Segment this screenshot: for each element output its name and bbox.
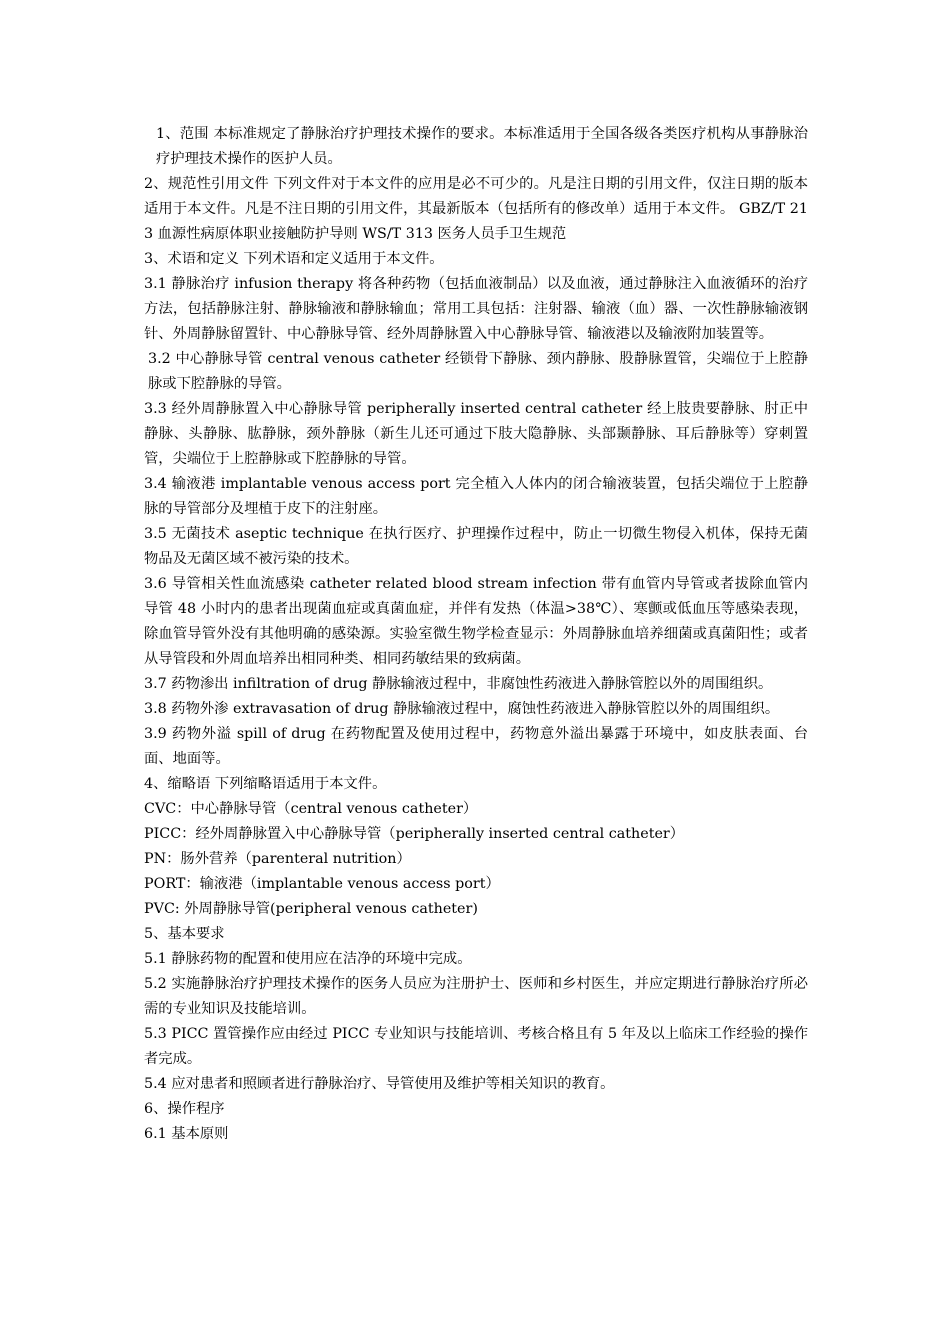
section-procedure-heading: 6、操作程序 [144,1101,225,1117]
term-3-7: 3.7 药物渗出 infiltration of drug 静脉输液过程中，非腐蚀性药液进入静脉管腔以外的周围组织。 [144,676,773,692]
procedure-6-1-heading: 6.1 基本原则 [144,1126,229,1142]
section-scope: 1、范围 本标准规定了静脉治疗护理技术操作的要求。本标准适用于全国各级各类医疗机构从事静脉治疗护理技术操作的医护人员。 [156,126,808,167]
section-terms-heading: 3、术语和定义 下列术语和定义适用于本文件。 [144,251,444,267]
abbr-pvc: PVC: 外周静脉导管(peripheral venous catheter) [144,901,478,917]
term-3-3: 3.3 经外周静脉置入中心静脉导管 peripherally inserted central catheter 经上肢贵要静脉、肘正中静脉、头静脉、肱静脉，颈外静脉（新生儿还可通过下肢大隐静脉、头部颞静脉、耳后静脉等）穿刺置管，尖端位于上腔静脉或下腔静脉的导管。 [144,401,808,467]
requirement-5-1: 5.1 静脉药物的配置和使用应在洁净的环境中完成。 [144,951,472,967]
term-3-5: 3.5 无菌技术 aseptic technique 在执行医疗、护理操作过程中，防止一切微生物侵入机体，保持无菌物品及无菌区域不被污染的技术。 [144,526,808,567]
document-body [144,122,808,1147]
term-3-1: 3.1 静脉治疗 infusion therapy 将各种药物（包括血液制品）以及血液，通过静脉注入血液循环的治疗方法，包括静脉注射、静脉输液和静脉输血；常用工具包括：注射器、输液（血）器、一次性静脉输液钢针、外周静脉留置针、中心静脉导管、经外周静脉置入中心静脉导管、输液港以及输液附加装置等。 [144,276,808,342]
term-3-2: 3.2 中心静脉导管 central venous catheter 经锁骨下静脉、颈内静脉、股静脉置管，尖端位于上腔静脉或下腔静脉的导管。 [148,351,808,392]
abbr-port: PORT：输液港（implantable venous access port） [144,876,500,892]
section-abbreviations-heading: 4、缩略语 下列缩略语适用于本文件。 [144,776,387,792]
requirement-5-4: 5.4 应对患者和照顾者进行静脉治疗、导管使用及维护等相关知识的教育。 [144,1076,615,1092]
term-3-4: 3.4 输液港 implantable venous access port 完全植入人体内的闭合输液装置，包括尖端位于上腔静脉的导管部分及埋植于皮下的注射座。 [144,476,808,517]
section-normative-references: 2、规范性引用文件 下列文件对于本文件的应用是必不可少的。凡是注日期的引用文件，仅注日期的版本适用于本文件。凡是不注日期的引用文件，其最新版本（包括所有的修改单）适用于本文件。 GBZ/T 213 血源性病原体职业接触防护导则 WS/T 313 医务人员手卫生规范 [144,176,808,242]
requirement-5-3: 5.3 PICC 置管操作应由经过 PICC 专业知识与技能培训、考核合格且有 5 年及以上临床工作经验的操作者完成。 [144,1026,808,1067]
requirement-5-2: 5.2 实施静脉治疗护理技术操作的医务人员应为注册护士、医师和乡村医生，并应定期进行静脉治疗所必需的专业知识及技能培训。 [144,976,808,1017]
abbr-cvc: CVC：中心静脉导管（central venous catheter） [144,801,478,817]
term-3-9: 3.9 药物外溢 spill of drug 在药物配置及使用过程中，药物意外溢出暴露于环境中，如皮肤表面、台面、地面等。 [144,726,808,767]
abbr-pn: PN：肠外营养（parenteral nutrition） [144,851,411,867]
term-3-8: 3.8 药物外渗 extravasation of drug 静脉输液过程中，腐蚀性药液进入静脉管腔以外的周围组织。 [144,701,780,717]
section-basic-requirements-heading: 5、基本要求 [144,926,225,942]
abbr-picc: PICC：经外周静脉置入中心静脉导管（peripherally inserted central catheter） [144,826,685,842]
term-3-6: 3.6 导管相关性血流感染 catheter related blood stream infection 带有血管内导管或者拔除血管内导管 48 小时内的患者出现菌血症或真菌血症，并伴有发热（体温>38℃）、寒颤或低血压等感染表现，除血管导管外没有其他明确的感染源。实验室微生物学检查显示：外周静脉血培养细菌或真菌阳性；或者从导管段和外周血培养出相同种类、相同药敏结果的致病菌。 [144,576,808,667]
